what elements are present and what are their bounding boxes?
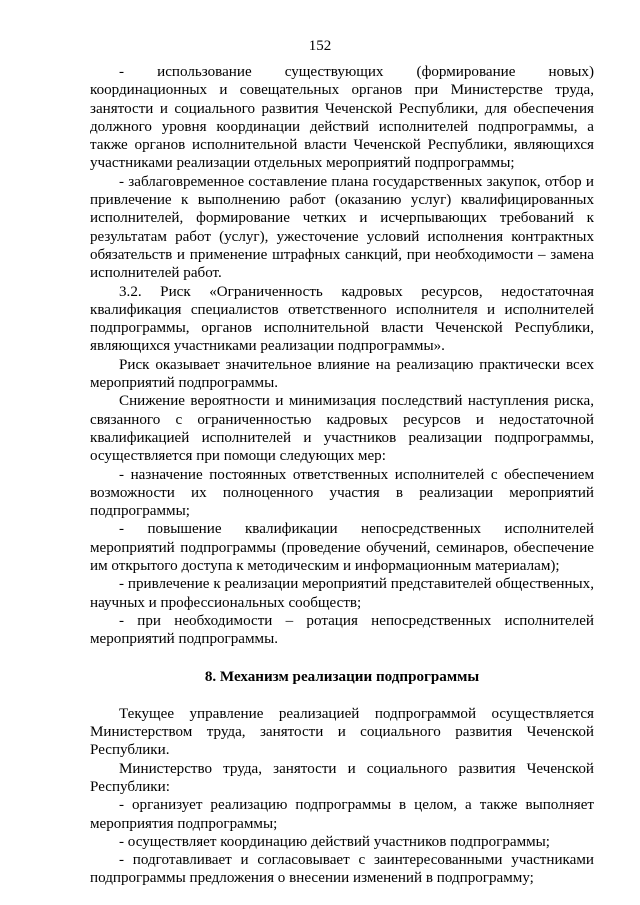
bullet-paragraph: - подготавливает и согласовывает с заинтересованными участниками подпрограммы предложения о внесении изменений в подпрограмму; — [90, 852, 594, 887]
bullet-paragraph: - при необходимости – ротация непосредственных исполнителей мероприятий подпрограммы. — [90, 612, 594, 648]
bullet-paragraph: - заблаговременное составление плана государственных закупок, отбор и привлечение к выполнению работ (оказанию услуг) квалифицированных исполнителей, формирование четких и исчерпывающих требований к результатам работ (услуг), ужесточение условий исполнения контрактных обязательств и применение штрафных санкций, при необходимости – замена исполнителей работ. — [90, 173, 594, 282]
risk-paragraph: 3.2. Риск «Ограниченность кадровых ресурсов, недостаточная квалификация специалистов ответственного исполнителя и исполнителей подпрограммы, органов исполнительной власти Чеченской Республики, являющихся участниками реализации подпрограммы». — [90, 283, 594, 355]
bullet-paragraph: - назначение постоянных ответственных исполнителей с обеспечением возможности их полноценного участия в реализации мероприятий подпрограммы; — [90, 466, 594, 520]
body-paragraph: Текущее управление реализацией подпрограммой осуществляется Министерством труда, занятости и социального развития Чеченской Республики. — [90, 705, 594, 759]
bullet-paragraph: - повышение квалификации непосредственных исполнителей мероприятий подпрограммы (проведение обучений, семинаров, обеспечение им открытого доступа к методическим и информационным материалам); — [90, 521, 594, 575]
bullet-paragraph: - осуществляет координацию действий участников подпрограммы; — [119, 833, 551, 850]
document-body — [90, 63, 594, 888]
page-number: 152 — [308, 38, 332, 54]
bullet-paragraph: - привлечение к реализации мероприятий представителей общественных, научных и профессиональных сообществ; — [90, 576, 594, 611]
body-paragraph: Снижение вероятности и минимизация последствий наступления риска, связанного с ограниченностью кадровых ресурсов и недостаточной квалификацией исполнителей и участников реализации подпрограммы, осуществляется при помощи следующих мер: — [90, 393, 594, 465]
bullet-paragraph: - организует реализацию подпрограммы в целом, а также выполняет мероприятия подпрограммы; — [90, 797, 594, 832]
body-paragraph: Министерство труда, занятости и социального развития Чеченской Республики: — [90, 760, 594, 795]
body-paragraph: Риск оказывает значительное влияние на реализацию практически всех мероприятий подпрограммы. — [90, 356, 594, 392]
bullet-paragraph: - использование существующих (формирование новых) координационных и совещательных органов при Министерстве труда, занятости и социального развития Чеченской Республики, для обеспечения должного уровня координации действий исполнителей подпрограммы, а также органов исполнительной власти Чеченской Республики, являющихся участниками реализации отдельных мероприятий подпрограммы; — [90, 64, 594, 172]
section-heading: 8. Механизм реализации подпрограммы — [204, 668, 480, 685]
